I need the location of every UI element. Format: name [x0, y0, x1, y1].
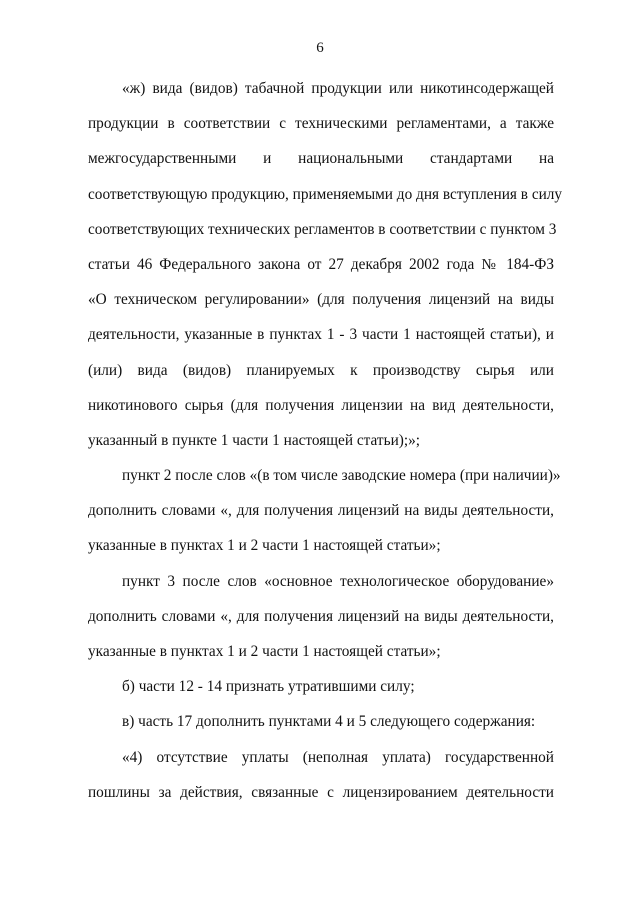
text-line: «ж) вида (видов) табачной продукции или никотинсодержащей [122, 80, 554, 97]
text-line: никотинового сырья (для получения лицензии на вид деятельности, [88, 396, 554, 414]
text-line: пошлины за действия, связанные с лицензированием деятельности [88, 783, 554, 801]
text-line: соответствующих технических регламентов в соответствии с пунктом 3 [88, 220, 557, 238]
text-line: соответствующую продукцию, применяемыми до дня вступления в силу [88, 185, 563, 203]
text-line: пункт 3 после слов «основное технологическое оборудование» [122, 572, 554, 590]
text-line: статьи 46 Федерального закона от 27 декабря 2002 года № 184-ФЗ [88, 255, 554, 273]
text-line: указанные в пунктах 1 и 2 части 1 настоящей статьи»; [88, 643, 441, 660]
text-line: б) части 12 - 14 признать утратившими силу; [122, 678, 415, 696]
text-line: продукции в соответствии с техническими регламентами, а также [88, 115, 554, 133]
text-line: «4) отсутствие уплаты (неполная уплата) государственной [122, 748, 554, 766]
text-line: указанные в пунктах 1 и 2 части 1 настоящей статьи»; [88, 537, 441, 555]
text-line: деятельности, указанные в пунктах 1 - 3 части 1 настоящей статьи), и [88, 326, 554, 344]
text-line: указанный в пункте 1 части 1 настоящей статьи);»; [88, 431, 421, 449]
text-line: межгосударственными и национальными стандартами на [88, 150, 554, 168]
text-line: дополнить словами «, для получения лицензий на виды деятельности, [88, 607, 554, 625]
text-line: в) часть 17 дополнить пунктами 4 и 5 следующего содержания: [122, 713, 536, 731]
page-number: 6 [316, 40, 324, 56]
text-line: (или) вида (видов) планируемых к производству сырья или [88, 361, 554, 379]
text-line: дополнить словами «, для получения лицензий на виды деятельности, [88, 502, 554, 520]
text-line: «О техническом регулировании» (для получения лицензий на виды [88, 291, 554, 309]
document-body [88, 71, 563, 810]
text-line: пункт 2 после слов «(в том числе заводские номера (при наличии)» [122, 467, 561, 485]
